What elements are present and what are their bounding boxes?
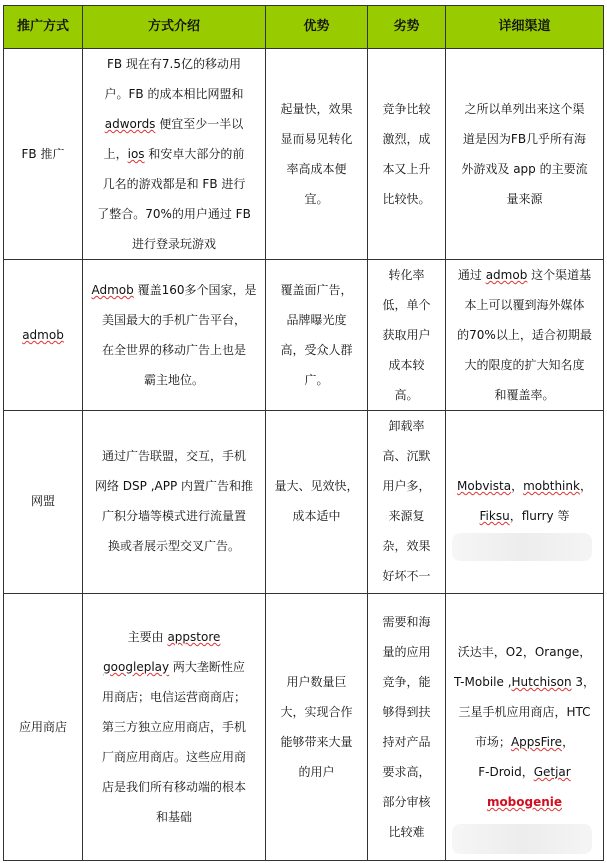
cell-intro: [83, 49, 266, 260]
cell-line: admob: [22, 328, 64, 342]
cell-line: FB 推广: [21, 147, 65, 161]
cell-line: Fiksu，flurry 等: [479, 509, 570, 523]
cell-line: 的70%以上，适合初期最: [457, 328, 592, 342]
cell-line: F-Droid，Getjar: [478, 765, 571, 779]
cell-line: 本上可以覆到海外媒体: [464, 298, 585, 312]
promotion-table-continued: [3, 587, 604, 861]
cell-pros: [266, 411, 368, 592]
cell-channels: [446, 594, 604, 861]
header-method: 推广方式: [4, 6, 83, 49]
cell-line: 了整合。70%的用户通过 FB: [97, 207, 251, 221]
cell-line: 获取用户: [382, 328, 431, 342]
cell-line: 外游戏及 app 的主要流: [461, 162, 588, 176]
cell-intro: [83, 594, 266, 861]
cell-line: 比较难: [388, 825, 425, 839]
cell-line: 网盟: [30, 494, 55, 508]
table-row: [4, 411, 604, 592]
cell-line: 通过 admob 这个渠道基: [457, 268, 592, 282]
cell-intro: [83, 411, 266, 592]
cell-line: 通过广告联盟，交互，手机: [101, 449, 246, 463]
cell-pros: [266, 49, 368, 260]
cell-line: 高，受众人群: [280, 343, 353, 357]
cell-line: 应用商店: [18, 720, 67, 734]
cell-line: 激烈，成: [382, 132, 431, 146]
cell-line: 需要和海: [382, 615, 431, 629]
cell-line: 低，单个: [382, 298, 431, 312]
cell-cons: [368, 49, 446, 260]
cell-line: 起量快，效果: [280, 102, 353, 116]
cell-line: 高、沉默: [382, 449, 431, 463]
cell-line: 能够带来大量: [280, 735, 353, 749]
cell-line: 成本适中: [292, 509, 341, 523]
cell-line: 几名的游戏都是和 FB 进行: [102, 177, 246, 191]
table-row: [4, 260, 604, 411]
table-row: [4, 594, 604, 861]
cell-line: 第三方独立应用商店，手机: [101, 720, 246, 734]
cell-pros: [266, 260, 368, 411]
cell-cons: [368, 594, 446, 861]
cell-line: 美国最大的手机广告平台，: [101, 313, 246, 327]
table-row: [4, 49, 604, 260]
cell-line: 主要由 appstore: [127, 630, 221, 644]
cell-line: 大，实现合作: [280, 705, 353, 719]
cell-line: 广积分墙等模式进行流量置: [101, 509, 246, 523]
cell-line: 道是因为FB几乎所有海: [462, 132, 587, 146]
cell-line: 量来源: [506, 192, 543, 206]
cell-line: 用户多，: [382, 479, 431, 493]
cell-line: Admob 覆盖160多个国家，是: [91, 283, 257, 297]
header-row: [4, 6, 604, 49]
cell-line: Mobvista，mobthink，: [457, 479, 592, 493]
cell-line: 广。: [304, 373, 329, 387]
cell-line: 进行登录玩游戏: [131, 237, 216, 251]
cell-line: 换或者展示型交叉广告。: [107, 539, 240, 553]
cell-line: 竞争比较: [382, 102, 431, 116]
cell-line: 沃达丰，O2，Orange，: [457, 645, 592, 659]
promotion-table: [3, 5, 604, 591]
cell-line: 卸载率: [388, 419, 425, 433]
cell-line: 网络 DSP ,APP 内置广告和推: [94, 479, 254, 493]
cell-intro: [83, 260, 266, 411]
cell-line: mobogenie: [486, 795, 563, 809]
cell-method: [4, 594, 83, 861]
watermark: [452, 533, 592, 561]
cell-line: googleplay 两大垄断性应: [103, 660, 245, 674]
cell-line: 户。FB 的成本相比网盟和: [104, 87, 244, 101]
cell-line: 店是我们所有移动端的根本: [101, 780, 246, 794]
cell-line: 和覆盖率。: [494, 388, 555, 402]
cell-line: 霸主地位。: [143, 373, 204, 387]
cell-line: 量的应用: [382, 645, 431, 659]
cell-channels: [446, 260, 604, 411]
cell-line: 转化率: [388, 268, 425, 282]
cell-line: 竞争，能: [382, 675, 431, 689]
cell-line: 持对产品: [382, 735, 431, 749]
cell-line: 用商店；电信运营商商店；: [101, 690, 246, 704]
cell-line: 和基础: [155, 810, 192, 824]
cell-line: 高。: [394, 388, 419, 402]
header-intro: 方式介绍: [83, 6, 266, 49]
cell-line: 市场；AppsFire，: [474, 735, 575, 749]
cell-line: 部分审核: [382, 795, 431, 809]
cell-line: 在全世界的移动广告上也是: [101, 343, 246, 357]
header-channels: 详细渠道: [446, 6, 604, 49]
cell-method: [4, 260, 83, 411]
cell-line: FB 现在有7.5亿的移动用: [106, 57, 242, 71]
cell-line: 大的限度的扩大知名度: [464, 358, 585, 372]
cell-line: 量大、见效快，: [274, 479, 359, 493]
cell-line: 覆盖面广告，: [280, 283, 353, 297]
cell-line: 品牌曝光度: [286, 313, 347, 327]
cell-line: adwords 便宜至少一半以: [104, 117, 244, 131]
cell-line: 的用户: [298, 765, 335, 779]
cell-line: 厂商应用商店。这些应用商: [101, 750, 246, 764]
cell-line: 比较快。: [382, 192, 431, 206]
cell-cons: [368, 411, 446, 592]
cell-cons: [368, 260, 446, 411]
cell-line: 杂，效果: [382, 539, 431, 553]
cell-line: 率高成本便: [286, 162, 347, 176]
cell-line: 宜。: [304, 192, 329, 206]
cell-line: 显而易见转化: [280, 132, 353, 146]
cell-line: 成本较: [388, 358, 425, 372]
cell-method: [4, 49, 83, 260]
cell-line: 要求高，: [382, 765, 431, 779]
header-cons: 劣势: [368, 6, 446, 49]
cell-line: 之所以单列出来这个渠: [464, 102, 585, 116]
cell-channels: [446, 411, 604, 592]
cell-line: 够得到扶: [382, 705, 431, 719]
header-pros: 优势: [266, 6, 368, 49]
cell-pros: [266, 594, 368, 861]
cell-line: 三星手机应用商店，HTC: [458, 705, 591, 719]
cell-line: 好坏不一: [382, 569, 431, 583]
cell-line: 本又上升: [382, 162, 431, 176]
watermark: [452, 824, 592, 854]
cell-line: 来源复: [388, 509, 425, 523]
cell-line: 用户数量巨: [286, 675, 347, 689]
cell-method: [4, 411, 83, 592]
cell-line: T-Mobile ,Hutchison 3，: [453, 675, 596, 689]
cell-line: 上，ios 和安卓大部分的前: [103, 147, 245, 161]
cell-channels: [446, 49, 604, 260]
